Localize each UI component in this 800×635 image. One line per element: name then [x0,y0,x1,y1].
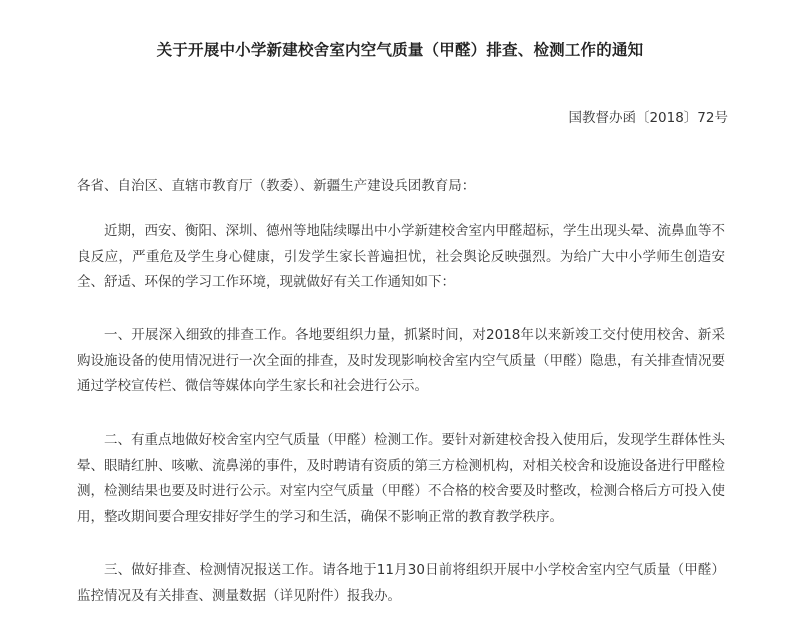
item-1-paragraph: 一、开展深入细致的排查工作。各地要组织力量，抓紧时间，对2018年以来新竣工交付使用校舍、新采购设施设备的使用情况进行一次全面的排查，及时发现影响校舍室内空气质量（甲醛）隐患，有关排查情况要通过学校宣传栏、微信等媒体向学生家长和社会进行公示。 [77,327,725,394]
intro-paragraph: 近期，西安、衡阳、深圳、德州等地陆续曝出中小学新建校舍室内甲醛超标，学生出现头晕、流鼻血等不良反应，严重危及学生身心健康，引发学生家长普遍担忧，社会舆论反映强烈。为给广大中小学师生创造安全、舒适、环保的学习工作环境，现就做好有关工作通知如下： [77,223,725,290]
addressee-line: 各省、自治区、直辖市教育厅（教委）、新疆生产建设兵团教育局： [77,178,476,194]
item-2-paragraph: 二、有重点地做好校舍室内空气质量（甲醛）检测工作。要针对新建校舍投入使用后，发现学生群体性头晕、眼睛红肿、咳嗽、流鼻涕的事件，及时聘请有资质的第三方检测机构，对相关校舍和设施设备进行甲醛检测，检测结果也要及时进行公示。对室内空气质量（甲醛）不合格的校舍要及时整改，检测合格后方可投入使用，整改期间要合理安排好学生的学习和生活，确保不影响正常的教育教学秩序。 [77,432,725,525]
item-3-paragraph: 三、做好排查、检测情况报送工作。请各地于11月30日前将组织开展中小学校舍室内空气质量（甲醛）监控情况及有关排查、测量数据（详见附件）报我办。 [77,562,725,604]
document-number: 国教督办函〔2018〕72号 [568,110,728,126]
document-title: 关于开展中小学新建校舍室内空气质量（甲醛）排查、检测工作的通知 [156,41,644,59]
